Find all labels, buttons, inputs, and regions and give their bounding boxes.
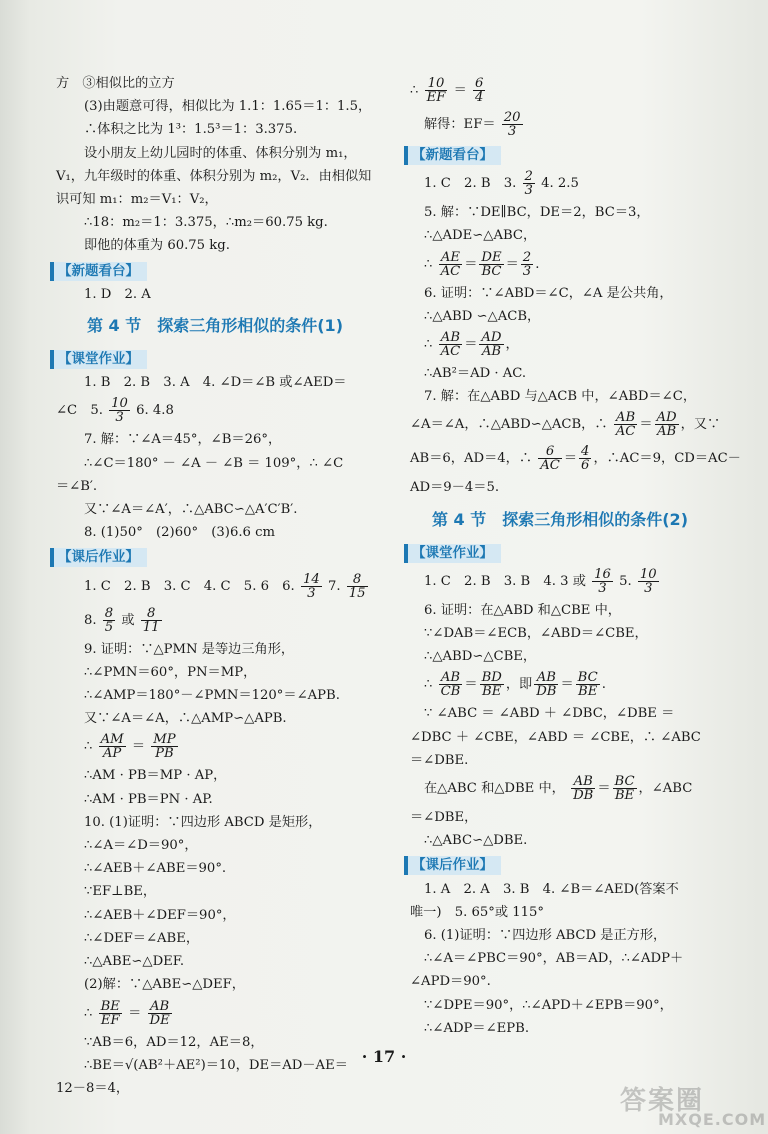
numerator: AE	[439, 251, 463, 265]
text-line: ∴△ABD∽△CBE，	[424, 649, 537, 665]
text-line: 10. (1)证明：∵四边形 ABCD 是矩形，	[84, 814, 322, 830]
numerator: AB	[614, 411, 638, 425]
numerator: 10	[425, 77, 448, 91]
denominator: PB	[155, 746, 174, 762]
fraction	[439, 671, 463, 698]
fraction	[479, 251, 503, 278]
text-line: ∴∠AEB＋∠ABE＝90°.	[84, 861, 227, 877]
denominator: DB	[573, 788, 594, 804]
text-span: AB＝6，AD＝4，∴	[410, 451, 533, 467]
denominator: 15	[348, 585, 366, 601]
denominator: 3	[507, 124, 517, 139]
numerator: 10	[111, 396, 128, 412]
text-line: ∴∠A＝∠D＝90°，	[84, 838, 198, 854]
numerator: 8	[347, 573, 368, 587]
text-line: ∴∠AMP＝180°－∠PMN＝120°＝∠APB.	[84, 688, 340, 704]
fraction	[480, 671, 504, 698]
formula-line: ∴ $\frac{AE}{AC}$ ＝ $\frac{DE}{BC}$ ＝ $\frac{2}{3}$ .	[424, 249, 540, 279]
text-line: ∴AM · PB＝PN · AP.	[84, 791, 213, 807]
fraction	[534, 671, 558, 698]
text-line: 6. (1)证明：∵四边形 ABCD 是正方形，	[424, 928, 667, 944]
text-span: 或	[121, 612, 135, 628]
text-line: 识可知 m₁：m₂＝V₁：V₂，	[56, 192, 218, 208]
watermark-text: 答案圈	[620, 1086, 705, 1116]
formula-line	[410, 108, 710, 142]
text-line: (3)由题意可得，相似比为 1.1：1.65＝1：1.5，	[84, 99, 372, 115]
text-line: 6. 证明：在△ABD 和△CBE 中，	[424, 602, 621, 618]
text-line: ∴∠C＝180° － ∠A － ∠B ＝ 109°，∴ ∠C	[84, 455, 344, 471]
text-span: ∴	[84, 1005, 93, 1021]
fraction	[141, 607, 162, 634]
numerator: 10	[639, 566, 657, 582]
text-line: ＝∠DBE.	[410, 752, 469, 768]
text-line: (2)解：∵△ABE∽△DEF，	[84, 977, 245, 993]
denominator: 5	[104, 619, 114, 635]
numerator: 4	[581, 444, 590, 460]
left-column	[56, 72, 374, 1100]
text-line: ∴△ABE∽△DEF.	[84, 954, 185, 970]
text-line: ∴BE＝√(AB²＋AE²)＝10，DE＝AD－AE＝	[84, 1057, 348, 1073]
text-line: ∴∠AEB＋∠DEF＝90°，	[84, 907, 236, 923]
section-tag: 【课堂作业】	[404, 544, 501, 563]
formula-line: ∴ $\frac{AB}{AC}$ ＝ $\frac{AD}{AB}$ ，	[424, 330, 519, 360]
text-span: ，∴AC＝9，CD＝AC－	[593, 451, 741, 467]
numerator: 6	[538, 445, 562, 459]
numerator: BC	[577, 670, 598, 686]
denominator: 3	[522, 263, 532, 279]
numerator: DE	[481, 249, 502, 265]
fraction	[592, 568, 613, 595]
denominator: 11	[142, 619, 160, 635]
formula-line: ∠A＝∠A，∴△ABD∽△ACB，∴ $\frac{AB}{AC}$ ＝ $\frac{AD}{AB}$ ，又∵	[410, 410, 721, 440]
fraction	[579, 445, 591, 472]
text-span: 解得：EF＝	[424, 117, 496, 132]
text-span: 8.	[84, 612, 97, 628]
denominator: CB	[440, 684, 461, 700]
text-line: 又∵∠A＝∠A′，∴△ABC∽△A′C′B′.	[84, 502, 298, 518]
numerator: 6	[474, 76, 484, 91]
text-line: 1. A 2. A 3. B 4. ∠B＝∠AED(答案不	[424, 881, 679, 897]
numerator: AB	[534, 671, 558, 685]
numerator: BE	[100, 998, 120, 1014]
formula-line	[56, 730, 374, 764]
fraction	[523, 170, 535, 197]
numerator: AB	[439, 331, 463, 345]
numerator: AD	[656, 410, 677, 426]
text-line: 6. 证明：∵∠ABD＝∠C，∠A 是公共角，	[424, 285, 673, 301]
text-span: ＝	[128, 1005, 142, 1021]
numerator: 20	[503, 110, 521, 125]
denominator: AC	[440, 263, 461, 279]
fraction	[614, 411, 638, 438]
text-span: 1. C 2. B 3. C 4. C 5. 6 6.	[84, 578, 295, 594]
denominator: AC	[440, 344, 461, 360]
text-line: ∴△ABD ∽△ACB，	[424, 308, 541, 324]
text-span: ∠A＝∠A，∴△ABD∽△ACB，∴	[410, 417, 608, 433]
text-line: ＝∠B′.	[56, 478, 98, 494]
numerator: MP	[153, 732, 176, 748]
text-span: ＝	[453, 83, 467, 98]
section-tag: 【课后作业】	[50, 548, 147, 567]
fraction	[109, 397, 130, 424]
numerator: BC	[614, 774, 635, 790]
text-span: 4. 2.5	[541, 176, 579, 192]
denominator: AB	[481, 344, 502, 360]
fraction	[103, 607, 115, 634]
text-line: ∴∠DEF＝∠ABE，	[84, 930, 200, 946]
text-line: ∴18：m₂＝1：3.375，∴m₂＝60.75 kg.	[84, 215, 328, 231]
text-line: 12－8＝4，	[56, 1080, 130, 1096]
denominator: DE	[149, 1012, 170, 1028]
denominator: DB	[536, 684, 557, 700]
answer-line	[56, 570, 374, 604]
answer-line: 1. B 2. B 3. A 4. ∠D＝∠B 或∠AED＝	[84, 375, 347, 391]
denominator: BE	[614, 788, 635, 804]
text-line: ∵∠DPE＝90°，∴∠APD＋∠EPB＝90°，	[424, 997, 673, 1013]
denominator: EF	[426, 90, 446, 105]
fraction	[613, 775, 637, 802]
fraction	[99, 1000, 122, 1027]
fraction	[148, 1000, 172, 1027]
text-span: ∴	[84, 739, 93, 755]
answer-line	[56, 604, 374, 638]
watermark-logo	[620, 1080, 767, 1130]
numerator: AD	[481, 330, 502, 346]
section-tag: 【课后作业】	[404, 856, 501, 875]
denominator: EF	[100, 1012, 120, 1028]
text-line: ∴∠A＝∠PBC＝90°，AB＝AD，∴∠ADP＋	[424, 951, 684, 967]
denominator: 4	[474, 90, 484, 105]
denominator: BE	[578, 684, 598, 700]
section-tag: 【课堂作业】	[50, 350, 147, 369]
text-line: ∵EF⊥BE，	[84, 884, 157, 900]
numerator: 2	[522, 249, 532, 265]
formula-line	[410, 74, 710, 108]
text-line: ∴△ABC∽△DBE.	[424, 833, 528, 849]
section-tag: 【新题看台】	[404, 146, 501, 165]
text-span: 5.	[619, 573, 632, 589]
denominator: 3	[115, 410, 124, 426]
text-line: ∠APD＝90°.	[410, 974, 491, 990]
fraction	[425, 77, 448, 104]
fraction	[479, 331, 503, 358]
text-span: ＝	[131, 739, 146, 755]
formula-line: 在△ABC 和△DBE 中， $\frac{AB}{DB}$ ＝ $\frac{BC}{BE}$ ，∠ABC	[424, 774, 693, 804]
numerator: 8	[104, 605, 114, 621]
denominator: 6	[581, 458, 590, 474]
text-span: ∴	[424, 256, 433, 272]
denominator: 3	[307, 585, 316, 601]
numerator: 16	[594, 566, 611, 582]
denominator: BC	[481, 263, 502, 279]
text-line: ∴△ADE∽△ABC，	[424, 228, 537, 244]
fraction	[502, 111, 523, 138]
text-line: ∴体积之比为 1³：1.5³＝1：3.375.	[84, 122, 298, 138]
fraction	[538, 445, 562, 472]
fraction	[151, 733, 177, 760]
text-line: ∵∠DAB＝∠ECB，∠ABD＝∠CBE，	[424, 626, 648, 642]
numerator: BD	[481, 670, 502, 686]
text-line: 5. 解：∵DE∥BC，DE＝2，BC＝3，	[424, 205, 650, 221]
denominator: 3	[644, 580, 653, 596]
formula-line	[56, 997, 374, 1031]
numerator: AB	[439, 671, 463, 685]
fraction	[638, 568, 659, 595]
text-line: ∴AM · PB＝MP · AP，	[84, 768, 227, 784]
fraction	[301, 573, 322, 600]
text-span: ∴	[424, 337, 433, 353]
fraction	[473, 77, 485, 104]
numerator: 2	[524, 169, 533, 185]
formula-line: AB＝6，AD＝4，∴ $\frac{6}{AC}$ ＝ $\frac{4}{6}$ ，∴AC＝9，CD＝AC－	[410, 444, 741, 474]
denominator: AB	[656, 424, 677, 440]
numerator: AB	[148, 1000, 172, 1014]
text-span: ，∠ABC	[638, 781, 693, 797]
formula-line: ∴ $\frac{AB}{CB}$ ＝ $\frac{BD}{BE}$ ，即 $\frac{AB}{DB}$ ＝ $\frac{BC}{BE}$ .	[424, 670, 606, 700]
answer-line	[410, 167, 710, 201]
numerator: AB	[571, 775, 595, 789]
text-line: 7. 解：在△ABD 与△ACB 中，∠ABD＝∠C，	[424, 389, 697, 405]
text-line: V₁，九年级时的体重、体积分别为 m₂，V₂．由相似知	[56, 168, 372, 184]
section-title: 第 4 节 探索三角形相似的条件(1)	[86, 316, 344, 336]
fraction	[439, 331, 463, 358]
numerator: 14	[302, 571, 320, 587]
page-number: · 17 ·	[361, 1047, 407, 1066]
answer-line	[410, 565, 710, 599]
right-column	[410, 74, 741, 1040]
text-span: 在△ABC 和△DBE 中，	[424, 781, 565, 797]
text-line: 8. (1)50° (2)60° (3)6.6 cm	[84, 525, 275, 541]
text-line: AD＝9－4＝5.	[410, 480, 500, 496]
answer-line: 1. D 2. A	[84, 286, 151, 302]
text-line: 方 ③相似比的立方	[56, 76, 175, 91]
numerator: 8	[141, 607, 162, 621]
watermark-url: MXQE.COM	[658, 1110, 767, 1129]
text-line: ∵ ∠ABC ＝ ∠ABD ＋ ∠DBC，∠DBE ＝	[424, 706, 675, 722]
text-span: ，即	[505, 677, 533, 693]
text-span: ∴	[410, 83, 419, 98]
fraction	[99, 733, 126, 760]
text-span: ，又∵	[680, 417, 721, 433]
text-line: 7. 解：∵∠A＝45°，∠B＝26°，	[84, 432, 282, 448]
section-title: 第 4 节 探索三角形相似的条件(2)	[431, 509, 689, 529]
numerator: AM	[100, 732, 124, 748]
text-line: 9. 证明：∵△PMN 是等边三角形，	[84, 641, 295, 657]
fraction	[347, 573, 368, 600]
text-line: ＝∠DBE，	[410, 810, 478, 826]
denominator: AC	[540, 458, 560, 474]
denominator: AC	[615, 424, 636, 440]
text-line: ∴∠ADP＝∠EPB.	[424, 1020, 530, 1036]
text-line: ∠DBC ＋ ∠CBE，∠ABD ＝ ∠CBE，∴ ∠ABC	[410, 729, 701, 745]
answer-line	[56, 394, 374, 428]
text-line: ∵AB＝6，AD＝12，AE＝8，	[84, 1034, 264, 1050]
text-span: 7.	[327, 578, 341, 594]
section-tag: 【新题看台】	[50, 262, 147, 281]
text-line: 唯一) 5. 65°或 115°	[410, 904, 544, 920]
text-span: 1. C 2. B 3.	[424, 176, 517, 192]
text-line: 即他的体重为 60.75 kg.	[84, 238, 230, 254]
text-span: 1. C 2. B 3. B 4. 3 或	[424, 573, 586, 589]
text-span: ∴	[424, 677, 433, 693]
text-span: ∠C 5.	[56, 403, 103, 419]
denominator: 3	[598, 580, 607, 596]
denominator: AP	[102, 746, 122, 762]
denominator: 3	[524, 183, 533, 199]
text-line: 又∵∠A＝∠A，∴△AMP∽△APB.	[84, 711, 287, 727]
text-line: ∴AB²＝AD · AC.	[424, 366, 527, 382]
fraction	[571, 775, 595, 802]
text-span: 6. 4.8	[136, 403, 174, 419]
fraction	[655, 411, 679, 438]
text-line: ∴∠PMN＝60°，PN＝MP，	[84, 664, 257, 680]
fraction	[439, 251, 463, 278]
denominator: BE	[482, 684, 502, 700]
fraction	[576, 671, 600, 698]
text-line: 设小朋友上幼儿园时的体重、体积分别为 m₁，	[84, 145, 357, 161]
fraction	[521, 251, 533, 278]
